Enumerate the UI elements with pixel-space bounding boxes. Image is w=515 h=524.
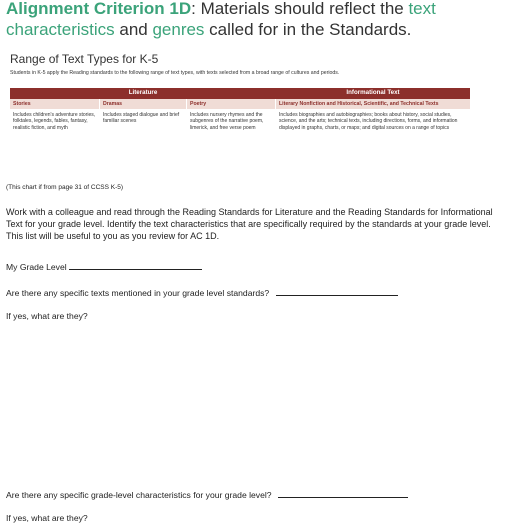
question-specific-texts [6,286,398,298]
column-poetry: Poetry [187,99,276,109]
cell-stories: Includes children's adventure stories, folktales, legends, fables, fantasy, realistic fiction, and myth [13,112,96,131]
cell-literary-nonfiction: Includes biographies and autobiographies; books about history, social studies, science, and the arts; technical texts, including directions, forms, and information displayed in graphs, charts, or maps; and digital sources on a range of topics [279,112,458,131]
column-literary-nonfiction: Literary Nonfiction and Historical, Scientific, and Technical Texts [279,100,439,107]
cell-dramas: Includes staged dialogue and brief familiar scenes [103,112,180,125]
specific-texts-blank[interactable] [276,286,398,296]
column-dramas: Dramas [100,99,187,109]
question-grade-level [6,260,202,272]
heading-text-1: : Materials should reflect the [191,0,409,18]
cell-poetry: Includes nursery rhymes and the subgenres of the narrative poem, limerick, and free verse poem [190,112,264,131]
table-row [10,109,470,131]
heading-criterion: Alignment Criterion 1D [6,0,192,18]
heading-term-text-characteristics: text characteristics [6,0,436,39]
specific-characteristics-blank[interactable] [278,488,408,498]
grade-level-label: My Grade Level [6,262,67,272]
table-group-row [10,88,470,99]
chart-title: Range of Text Types for K-5 [10,52,159,66]
text-types-table [10,88,470,131]
group-informational-text: Informational Text [276,88,470,99]
grade-level-blank[interactable] [69,260,202,270]
instructions-paragraph: Work with a colleague and read through the Reading Standards for Literature and the Reading Standards for Informational Text for your grade level. Identify the text characteristics that are specifically required by the standards at your grade level. This list will be useful to you as you review for AC 1D. [6,207,493,242]
table-header-row [10,99,470,109]
specific-characteristics-label: Are there any specific grade-level characteristics for your grade level? [6,490,272,500]
if-yes-texts: If yes, what are they? [6,311,88,321]
page-heading [6,0,511,40]
question-specific-characteristics [6,488,408,500]
group-literature: Literature [10,88,276,99]
heading-text-3: called for in the Standards. [204,20,412,39]
heading-text-2: and [114,20,153,39]
if-yes-characteristics: If yes, what are they? [6,513,88,523]
chart-subtitle: Students in K-5 apply the Reading standards to the following range of text types, with texts selected from a broad range of cultures and periods. [10,70,340,76]
column-stories: Stories [10,99,100,109]
heading-term-genres: genres [152,20,205,39]
chart-source-note: (This chart if from page 31 of CCSS K-5) [6,184,124,191]
specific-texts-label: Are there any specific texts mentioned in your grade level standards? [6,288,270,298]
